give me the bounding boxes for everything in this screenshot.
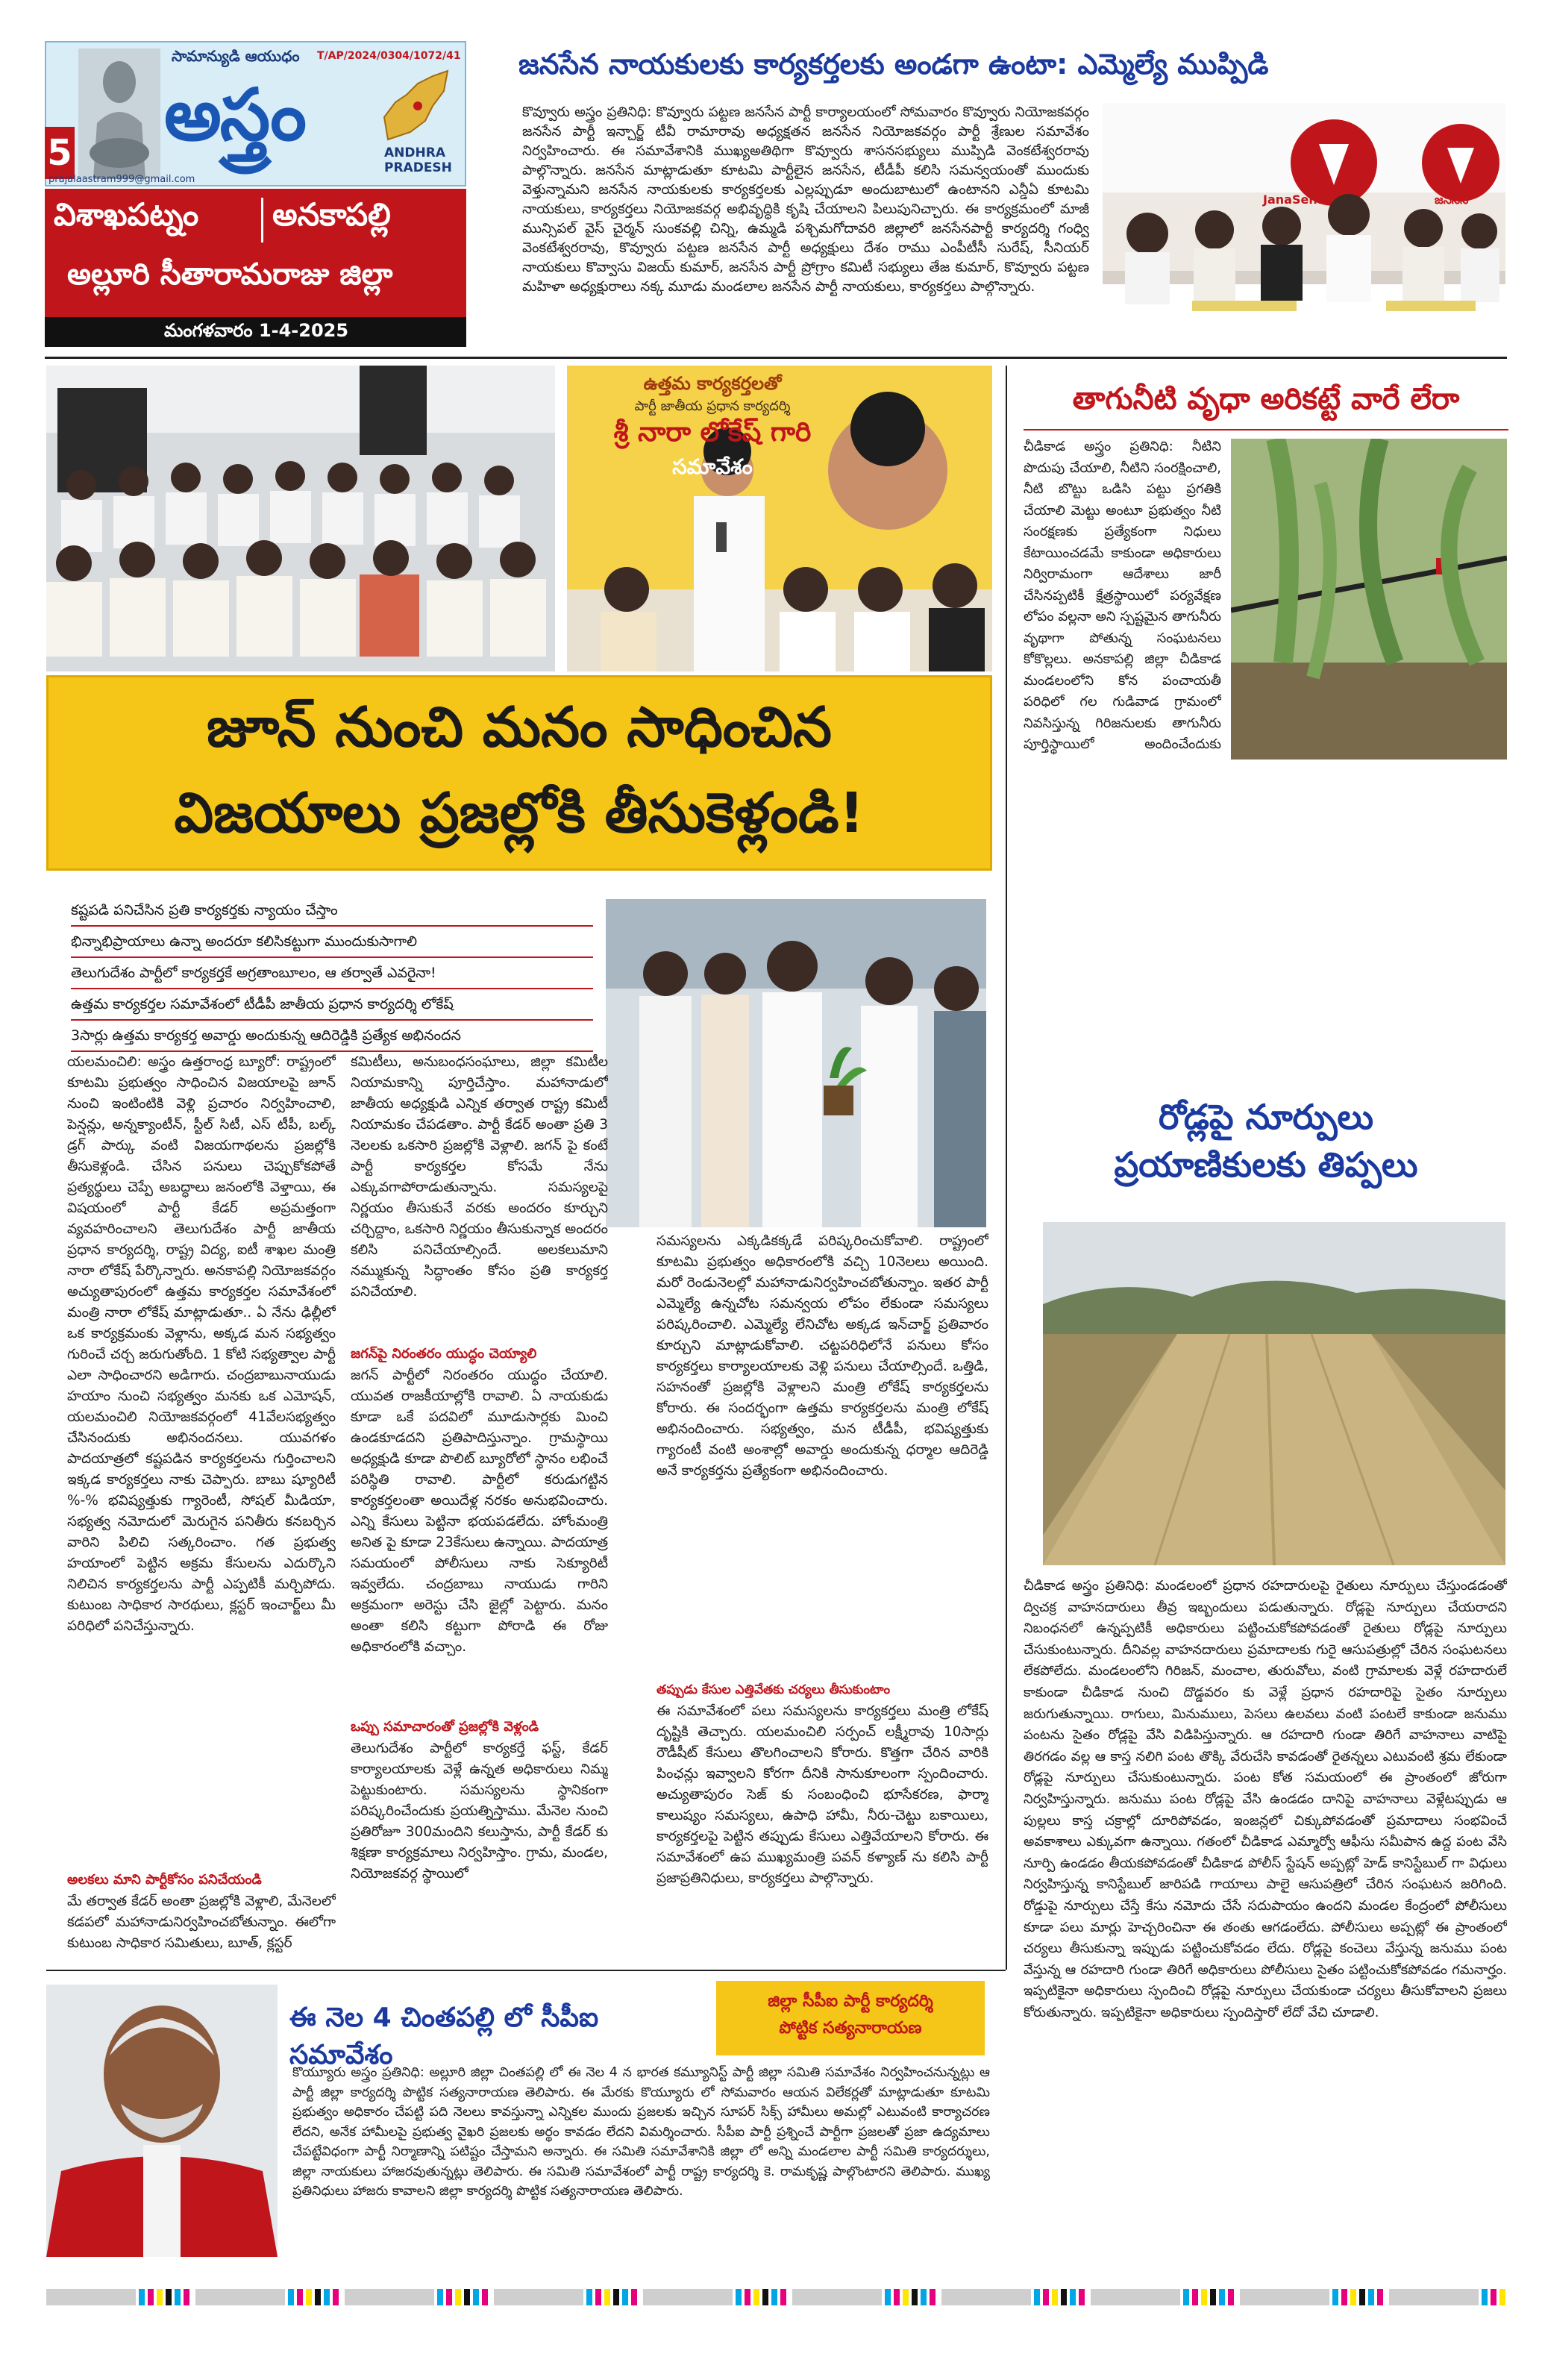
story4-headline-2: ప్రయాణికులకు తిప్పలు [1114, 1144, 1418, 1185]
story2-banner [589, 373, 836, 484]
side-label-line-1: జిల్లా సీపీఐ పార్టీ కార్యదర్శి [768, 1992, 933, 2011]
story2-col2-text: కమిటీలు, అనుబంధసంఘాలు, జిల్లా కమిటీల నియామకాన్ని పూర్తిచేస్తాం. మహానాడులో జాతీయ అధ్యక్షుడి ఎన్నిక తర్వాత రాష్ట్ర కమిటీ నియామకం చేపడతాం. పార్టీ కేడర్ అంతా ప్రతి 3 నెలలకు ఒకసారి ప్రజల్లోకి వెళ్లాలి. జగన్ పై కంటే పార్టీ కార్యకర్తల కోసమే నేను ఎక్కువగాపోరాడుతున్నాను. సమస్యలపై నిర్ణయం తీసుకునే వరకు అందరం కూర్చుని చర్చిద్దాం, ఒకసారి నిర్ణయం తీసుకున్నాక అందరం కలిసి పనిచేయాల్సిందే. అలకలుమాని నమ్ముకున్న సిద్ధాంతం కోసం ప్రతి కార్యకర్త పనిచేయాలి. [351, 1054, 608, 1300]
highlight-item: కష్టపడి పనిచేసిన ప్రతి కార్యకర్తకు న్యాయం చేస్తాం [71, 895, 593, 927]
story2-col3b-text: ఈ సమావేశంలో పలు సమస్యలను కార్యకర్తలు మంత్రి లోకేష్ దృష్టికి తెచ్చారు. యలమంచిలి సర్పంచ్ లక్ష్మీరావు 10సార్లు రౌడీషీట్ కేసులు తొలగించాలని కోరారు. కొత్తగా చేరిన వారికి పింఛన్లు ఇవ్వాలని కోరగా దీనికి సానుకూలంగా స్పందించారు. అచ్యుతాపురం సెజ్ కు సంబంధించి భూసేకరణ, ఫార్మా కాలుష్యం సమస్యలు, ఉపాధి హామీ, నీరు-చెట్టు బకాయిలు, కార్యకర్తలపై పెట్టిన తప్పుడు కేసులు ఎత్తివేయాలని కోరారు. ఈ సమావేశంలో ఉప ముఖ్యమంత్రి పవన్ కళ్యాణ్ ను కలిసి పార్టీ ప్రజాప్రతినిధులు, కార్యకర్తలు పాల్గొన్నారు. [656, 1703, 988, 1886]
story5-side-label [716, 1981, 985, 2055]
top-divider [45, 357, 1507, 359]
highlight-item: ఉత్తమ కార్యకర్తల సమావేశంలో టీడీపీ జాతీయ ప్రధాన కార్యదర్శి లోకేష్ [71, 989, 593, 1021]
state-line-2: PRADESH [384, 160, 452, 175]
story3-photo [1231, 439, 1507, 760]
story2-col2c-text: తెలుగుదేశం పార్టీలో కార్యకర్తే ఫస్ట్, కేడర్ కార్యాలయాలకు వెళ్లే ఉన్నత అధికారులు నిమ్మ పెట్టుకుంటారు. సమస్యలను స్థానికంగా పరిష్కరించేందుకు ప్రయత్నిస్తాము. మేనెల నుంచి ప్రతిరోజూ 300మందిని కలుస్తాను, పార్టీ కేడర్ కు శిక్షణా కార్యక్రమాలు నిర్వహిస్తాం. గ్రామ, మండల, నియోజకవర్గ స్థాయిలో [351, 1741, 608, 1882]
story1-photo [1103, 103, 1505, 348]
story4-body: చీడికాడ అస్త్రం ప్రతినిధి: మండలంలో ప్రధాన రహదారులపై రైతులు నూర్పులు చేస్తుండడంతో ద్విచక్ర వాహనదారులు తీవ్ర ఇబ్బందులు పడుతున్నారు. రోడ్లపై నూర్పులు చేయరాదని నిబంధనలో ఉన్నప్పటికీ అధికారులు పట్టించుకోకపోవడంతో రైతులు రోడ్లపై నూర్పులు చేసుకుంటున్నారు. దీనివల్ల వాహనదారులు ప్రమాదాలకు గురై ఆసుపత్రుల్లో చేరిన సంఘటనలు లేకపోలేదు. మండలంలోని గిరిజన్, మంచాల, తురువోలు, వంటి గ్రామాలకు వెళ్లే రహదారులే కాకుండా చీడికాడ నుంచి దొడ్డవరం కు వెళ్లే ప్రధాన రహదారిపై సైతం నూర్పులు జరుగుతున్నాయి. రాగులు, మినుములు, పెసలు ఉలవలు వంటి పంటలే కాకుండా జనుము పంటను సైతం రోడ్లపై వేసి విడిపిస్తున్నారు. ఆ రహదారి గుండా తిరిగే వాహనాలు వాటిపై తిరగడం వల్ల ఆ కాస్త నలిగి పంట తొక్కి వేరుచేసి కావడంతో రైతన్నలు ఎటువంటి శ్రమ లేకుండా రోడ్లపై నూర్పులు చేసుకుంటున్నారు. పంట కోత సమయంలో ఈ ప్రాంతంలో జోరుగా నిర్వహిస్తున్నారు. జనుము పంట రోడ్లపై వేసి ఉండడం దానిపై వాహనాలు వెళ్లేటప్పుడు ఆ పుల్లలు కాస్త చక్రాల్లో దూరిపోవడం, ఇంజన్లలో చిక్కుపోవడంతో ప్రమాదాలు సంభవించే అవకాశాలు ఎక్కువగా ఉన్నాయి. గతంలో చీడికాడ ఎమ్మార్వో ఆఫీసు సమీపాన ఉద్ద పంట వేసి నూర్పి ఉండడం తీయకపోవడంతో చీడికాడ పోలీస్ స్టేషన్ అప్పట్లో హెడ్ కానిస్టేబుల్ గా విధులు నిర్వహిస్తున్న కానిస్టేబుల్ జారిపడి గాయాలు పాలై ఆసుపత్రిలో చేరిన సంఘటన జరిగింది. రోడ్డుపై నూర్పులు చేస్తే కేసు నమోదు చేసే సదుపాయం ఉందని మండల కేంద్రంలో పోలీసులు కూడా పలు మార్లు హెచ్చరించినా ఈ తంతు ఆగడంలేదు. పోలీసులు అప్పట్లో ఈ ప్రాంతంలో చర్యలు తీసుకున్నా ఇప్పుడు పట్టించుకోవడం లేదు. రోడ్లపై కంచెలు వేస్తున్న జనుము పంట వేస్తున్న ఆ రహదారి గుండా తిరిగే అధికారులు పోలీసులు సైతం పట్టించుకోకపోవడం గమనార్హం. ఇప్పటికైనా అధికారులు స్పందించి రోడ్లపై నూర్పులు చేయకుండా చర్యలు తీసుకోవాలని ప్రజలు కోరుతున్నారు. ఇప్పటికైనా అధికారులు స్పందిస్తారో లేదో వేచి చూడాలి. [1024, 1578, 1507, 2020]
color-registration-bar [46, 2289, 1507, 2305]
issue-date: మంగళవారం 1-4-2025 [164, 320, 349, 341]
story2-col1-text: యలమంచిలి: అస్త్రం ఉత్తరాంధ్ర బ్యూరో: రాష్ట్రంలో కూటమి ప్రభుత్వం సాధించిన విజయాలపై జూన్ నుంచి ఇంటింటికి వెళ్లి ప్రచారం నిర్వహించాలి, పెన్షన్లు, అన్నక్యాంటీన్, స్టీల్ సిటీ, ఎస్ టీపీ, బల్క్ డ్రగ్ పార్కు వంటి విజయగాథలను ప్రజల్లోకి తీసుకెళ్లండి. చేసిన పనులు చెప్పుకోకపోతే ప్రత్యర్థులు చెప్పే అబద్ధాలు జనంలోకి వెళ్తాయి, ఈ విషయంలో పార్టీ కేడర్ అప్రమత్తంగా వ్యవహరించాలని తెలుగుదేశం పార్టీ జాతీయ ప్రధాన కార్యదర్శి, రాష్ట్ర విద్య, ఐటీ శాఖల మంత్రి నారా లోకేష్ పేర్కొన్నారు. అనకాపల్లి నియోజకవర్గం అచ్యుతాపురంలో ఉత్తమ కార్యకర్తల సమావేశంలో మంత్రి నారా లోకేష్ మాట్లాడుతూ.. ఏ నేను ఢిల్లీలో ఒక కార్యక్రమంకు వెళ్లాను, అక్కడ మన సభ్యత్వం గురించే చర్చ జరుగుతోంది. 1 కోటి సభ్యత్వాల పార్టీ ఎలా సాధించారని అడిగారు. చంద్రబాబునాయుడు హయాం నుంచి సభ్యత్వం మనకు ఒక ఎమోషన్, యలమంచిలి నియోజకవర్గంలో 41వేలసభ్యత్వం చేసినందుకు అభినందనలు. యువగళం పాదయాత్రలో కష్టపడిన కార్యకర్తలను గుర్తించాలని ఇక్కడ కార్యకర్తలు నాకు చెప్పారు. బాబు ష్యూరిటీ %-% భవిష్యత్తుకు గ్యారెంటీ, సోషల్ మీడియా, సభ్యత్వ నమోదులో మెరుగైన పనితీరు కనబర్చిన వారిని పిలిచి సత్కరించాం. గత ప్రభుత్వ హయాంలో పెట్టిన అక్రమ కేసులను ఎదుర్కొని నిలిచిన కార్యకర్తలను పార్టీ ఎప్పటికీ మర్చిపోదు. కుటుంబ సాధికార సారథులు, క్లస్టర్ ఇంచార్జ్‌లు మీ పరిధిలో పనిచేస్తున్నారు. [67, 1054, 336, 1634]
reg-number: T/AP/2024/0304/1072/41 [317, 50, 461, 62]
story2-headline-1: జూన్ నుంచి మనం సాధించిన [206, 695, 832, 760]
story4-headline-1: రోడ్లపై నూర్పులు [1158, 1097, 1374, 1137]
state-line-1: ANDHRA [384, 145, 445, 160]
story2-col1b-text: మే తర్వాత కేడర్ అంతా ప్రజల్లోకి వెళ్లాలి, మేనెలలో కడపలో మహానాడునిర్వహించబోతున్నాం. ఈలోగా కుటుంబ సాధికార సమితులు, బూత్, క్లస్టర్ [67, 1894, 336, 1951]
story3-rule [1024, 429, 1508, 430]
banner-line-4: సమావేశం [672, 454, 753, 479]
story4-photo [1043, 1222, 1505, 1565]
story2-photo-audience [46, 366, 555, 671]
newspaper-logo: అస్త్రం [164, 73, 305, 157]
story2-col-2 [351, 1052, 608, 2037]
story4-headline [1024, 1093, 1508, 1189]
story2-photo-lokesh [567, 366, 992, 671]
story2-sub4: తప్పుడు కేసుల ఎత్తివేతకు చర్యలు తీసుకుంటాం [656, 1682, 891, 1697]
story2-headline-2: విజయాలు ప్రజల్లోకి తీసుకెళ్లండి! [174, 781, 865, 845]
story5-photo [46, 1985, 278, 2257]
district-alluri: అల్లూరి సీతారామరాజు జిల్లా [67, 257, 393, 292]
page-number: 5 [45, 127, 75, 179]
district-visakhapatnam: విశాఖపట్నం [54, 196, 199, 233]
story5-headline: ఈ నెల 4 చింతపల్లి లో సీపీఐ సమావేశం [289, 2002, 599, 2070]
side-label-line-2: పోట్టిక సత్యనారాయణ [779, 2019, 922, 2038]
district-anakapalli: అనకాపల్లి [272, 196, 391, 233]
story2-sub3: ఒప్పు సమాచారంతో ప్రజల్లోకి వెళ్లండి [351, 1719, 539, 1735]
email: prajalaastram999@gmail.com [48, 174, 195, 185]
story2-sub1: అలకలు మాని పార్టీకోసం పనిచేయండి [67, 1872, 262, 1888]
tagline: సామాన్యుడి ఆయుధం [172, 47, 300, 65]
story2-col2b-text: జగన్ పార్టీలో నిరంతరం యుద్ధం చేయాలి. యువత రాజకీయాల్లోకి రావాలి. ఏ నాయకుడు కూడా ఒకే పదవిలో మూడుసార్లకు మించి ఉండకూడదని ప్రతిపాదిస్తున్నాం. గ్రామస్థాయి అధ్యక్షుడి కూడా పొలిట్ బ్యూరోలో స్థానం లభించే పరిస్థితి రావాలి. పార్టీలో కరుడుగట్టిన కార్యకర్తలంతా అయిదేళ్ల నరకం అనుభవించారు. ఎన్ని కేసులు పెట్టినా భయపడలేదు. హోంమంత్రి అనిత పై కూడా 23కేసులు ఉన్నాయి. పాదయాత్ర సమయంలో పోలీసులు నాకు సెక్యూరిటీ ఇవ్వలేదు. చంద్రబాబు నాయుడు గారిని అక్రమంగా అరెస్టు చేసి జైల్లో పెట్టారు. మనం అంతా కలిసి కట్టుగా పోరాడి ఈ రోజు అధికారంలోకి వచ్చాం. [351, 1368, 608, 1655]
story2-col-1 [67, 1052, 336, 1996]
story5-body: కొయ్యూరు అస్త్రం ప్రతినిధి: అల్లూరి జిల్లా చింతపల్లి లో ఈ నెల 4 న భారత కమ్యూనిస్ట్ పార్టీ జిల్లా సమితి సమావేశం నిర్వహించనున్నట్లు ఆ పార్టీ జిల్లా కార్యదర్శి పొట్టిక సత్యనారాయణ తెలిపారు. ఈ మేరకు కొయ్యూరు లో సోమవారం ఆయన విలేకర్లతో మాట్లాడుతూ కూటమి ప్రభుత్వం అధికారం చేపట్టి పది నెలలు కావస్తున్నా ఎన్నికల ముందు ప్రజలకు ఇచ్చిన సూపర్ సిక్స్ హామీలు అమల్లో ఎటువంటి కార్యాచరణ లేదని, అనేక హామీలపై ప్రభుత్వ వైఖరి ప్రజలకు అర్థం కావడం లేదని విమర్శించారు. సీపీఐ పార్టీ ప్రశ్నించే పార్టీగా ప్రజలతో ప్రజా ఉద్యమాలు చేపట్టేవిధంగా పార్టీ నిర్మాణాన్ని పటిష్టం చేస్తామని అన్నారు. ఈ సమితి సమావేశానికి జిల్లా లో అన్ని మండలాల పార్టీ సమితి కార్యదర్శులు, జిల్లా నాయకులు హాజరవుతున్నట్లు తెలిపారు. ఈ సమితి సమావేశంలో పార్టీ రాష్ట్ర కార్యదర్శి కె. రామకృష్ణ పాల్గొంటారని తెలిపారు. ముఖ్య ప్రతినిధులు హాజరు కావాలని జిల్లా కార్యదర్శి పొట్టిక సత్యనారాయణ తెలిపారు. [292, 2065, 990, 2199]
ap-map-icon [373, 65, 455, 147]
story2-highlights [71, 895, 593, 1052]
column-divider [1006, 366, 1007, 1970]
story3-headline: తాగునీటి వృధా అరికట్టే వారే లేరా [1072, 382, 1460, 416]
janasena-banner-right: జనసేన [1435, 192, 1469, 207]
district-divider [261, 198, 263, 242]
highlight-item: భిన్నాభిప్రాయాలు ఉన్నా అందరూ కలిసికట్టుగా ముందుకుసాగాలి [71, 927, 593, 958]
banner-line-1: ఉత్తమ కార్యకర్తలతో [643, 373, 782, 394]
banner-line-3: శ్రీ నారా లోకేష్ గారి [613, 417, 812, 448]
story2-sub2: జగన్‌పై నిరంతరం యుద్ధం చెయ్యాలి [351, 1346, 537, 1362]
bottom-divider [46, 1970, 1006, 1971]
highlight-item: 3సార్లు ఉత్తమ కార్యకర్త అవార్డు అందుకున్న ఆదిరెడ్డికి ప్రత్యేక అభినందన [71, 1021, 593, 1052]
janasena-banner-left: JanaSena [1263, 192, 1326, 207]
story2-col3-text: సమస్యలను ఎక్కడికక్కడే పరిష్కరించుకోవాలి. రాష్ట్రంలో కూటమి ప్రభుత్వం అధికారంలోకి వచ్చి 10నెలలు అయింది. మరో రెండునెలల్లో మహానాడునిర్వహించబోతున్నాం. ఇతర పార్టీ ఎమ్మెల్యే ఉన్నచోట సమన్వయ లోపం లేకుండా సమస్యలు పరిష్కరించాలి. ఎమ్మెల్యే లేనిచోట అక్కడ ఇన్‌చార్జ్ ప్రతివారం కూర్చుని మాట్లాడుకోవాలి. చట్టపరిధిలోనే పనులు కోసం కార్యకర్తలు కార్యాలయాలకు వెళ్లి పనులు చేయాల్సిందే. ఒత్తిడి, సహనంతో ప్రజల్లోకి వెళ్లాలని మంత్రి లోకేష్ కార్యకర్తలను కోరారు. ఈ సందర్భంగా ఉత్తమ కార్యకర్తలను మంత్రి లోకేష్ అభినందించారు. సభ్యత్వం, మన టీడీపీ, భవిష్యత్తుకు గ్యారంటీ వంటి అంశాల్లో అవార్డు అందుకున్న ధర్మాల ఆదిరెడ్డి అనే కార్యకర్తను ప్రత్యేకంగా అభినందించారు. [656, 1233, 988, 1479]
buddha-statue-icon [78, 48, 160, 179]
story1-body: కొవ్వూరు అస్త్రం ప్రతినిధి: కొవ్వూరు పట్టణ జనసేన పార్టీ కార్యాలయంలో సోమవారం కొవ్వూరు నియోజకవర్గం జనసేన పార్టీ ఇన్చార్జ్ టీవీ రామారావు అధ్యక్షతన జనసేన నియోజకవర్గం పార్టీ శ్రేణుల సమావేశం నిర్వహించారు. ఈ సమావేశానికి ముఖ్యఅతిథిగా కొవ్వూరు శాసనసభ్యులు ముప్పిడి వెంకటేశ్వరరావు పాల్గొన్నారు. జనసేన మాట్లాడుతూ కూటమి పార్టీలైన జనసేన, టీడీపీ కలిసి సమన్వయంతో ముందుకు వెళ్తున్నామని జనసేన నాయకులకు కార్యకర్తలకు ఎల్లప్పుడూ అందుబాటులో ఉంటానని ఎన్డీఏ కూటమి నాయకులు, కార్యకర్తలు నియోజకవర్గ అభివృద్ధికి కృషి చేయాలని పిలుపునిచ్చారు. ఈ కార్యక్రమంలో మాజీ మున్సిపల్ వైస్ చైర్మన్ సుంకవల్లి చిన్ని, ఉమ్మడి పశ్చిమగోదావరి జిల్లాలో జనసేనపార్టీ కార్యదర్శి గంధ్వి వెంకటేశ్వరరావు, కొవ్వూరు పట్టణ జనసేన పార్టీ అధ్యక్షులు దేశం రాము ఎంపీటీసీ సురేష్, సీనియర్ నాయకులు కొవ్వాసు విజయ్ కుమార్, జనసేన పార్టీ ప్రోగ్రాం కమిటీ సభ్యులు తేజ కుమార్, కొవ్వూరు పట్టణ మహిళా అధ్యక్షురాలు నక్క మూడు మండలాల జనసేన పార్టీ నాయకులు, కార్యకర్తలు పాల్గొన్నారు. [522, 104, 1089, 295]
state-name [384, 145, 452, 175]
banner-line-2: పార్టీ జాతీయ ప్రధాన కార్యదర్శి [634, 398, 791, 414]
highlight-item: తెలుగుదేశం పార్టీలో కార్యకర్తకే అగ్రతాంబూలం, ఆ తర్వాతే ఎవరైనా! [71, 958, 593, 989]
story3-body-continued [1024, 761, 1507, 1089]
story1-headline: జనసేన నాయకులకు కార్యకర్తలకు అండగా ఉంటా: ఎమ్మెల్యే ముప్పిడి [518, 48, 1269, 81]
story2-photo-plant [606, 899, 986, 1227]
story3-lead: చీడికాడ అస్త్రం ప్రతినిధి: నీటిని పొదుపు చేయాలి, నీటిని సంరక్షించాలి, నీటి బొట్టు ఒడిసి పట్టు ప్రగతికి చేయాలి మెట్టు అంటూ ప్రభుత్వం నీటి సంరక్షణకు ప్రత్యేకంగా నిధులు కేటాయించడమే కాకుండా అధికారులు నిర్విరామంగా ఆదేశాలు జారీ చేసినప్పటికీ క్షేత్రస్థాయిలో పర్యవేక్షణ లోపం వల్లనా అని స్పష్టమైన తాగునీరు వృథాగా పోతున్న సంఘటనలు కోకొల్లలు. అనకాపల్లి జిల్లా చీడికాడ మండలంలోని కోన పంచాయతీ పరిధిలో గల గుడివాడ గ్రామంలో నివసిస్తున్న గిరిజనులకు తాగునీరు పూర్తిస్థాయిలో అందించేందుకు [1024, 439, 1221, 752]
masthead [45, 41, 466, 347]
